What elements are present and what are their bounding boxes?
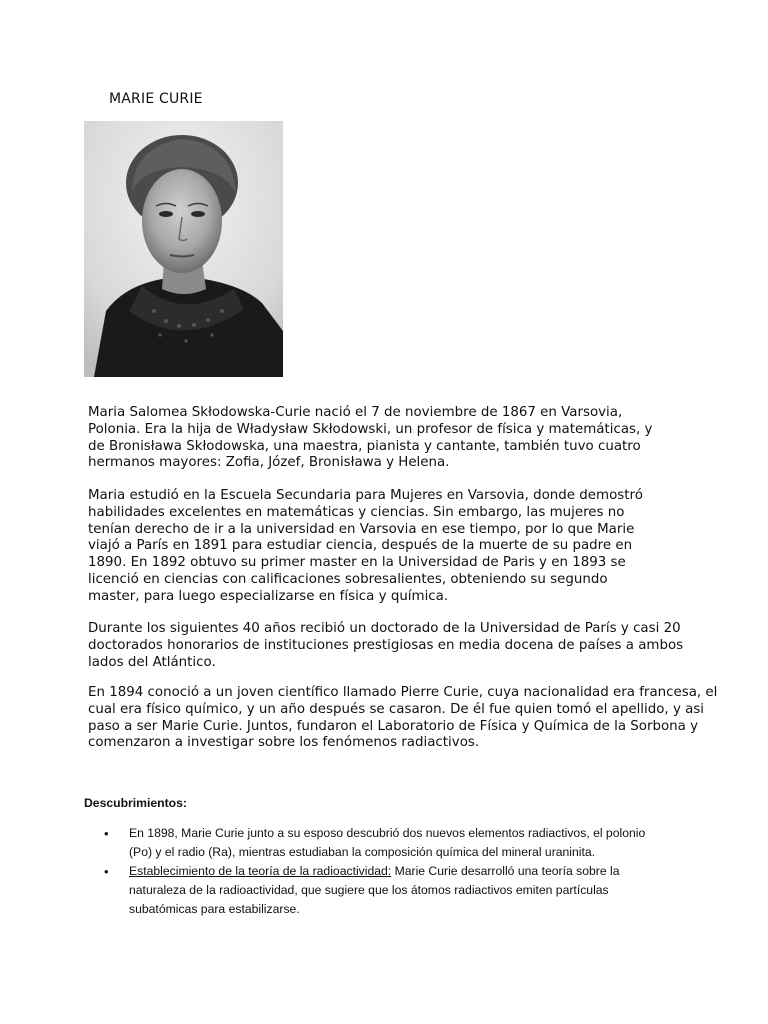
bio-paragraph-marriage: En 1894 conoció a un joven científico llamado Pierre Curie, cuya nacionalidad era francesa, el cual era físico químico, y un año después se casaron. De él fue quien tomó el apellido, y asi paso a ser Marie Curie. Juntos, fundaron el Laboratorio de Física y Química de la Sorbona y comenzaron a investigar sobre los fenómenos radiactivos.: [88, 685, 718, 751]
list-item: [104, 824, 664, 862]
bio-paragraph-doctorates: Durante los siguientes 40 años recibió un doctorado de la Universidad de París y casi 20 doctorados honorarios de instituciones prestigiosas en media docena de países a ambos lados del Atlántico.: [88, 621, 684, 670]
discoveries-list: [104, 824, 664, 919]
page-title: MARIE CURIE: [109, 91, 203, 107]
discovery-lead: Establecimiento de la teoría de la radioactividad:: [129, 864, 392, 878]
bio-paragraph-birth: Maria Salomea Skłodowska-Curie nació el 7 de noviembre de 1867 en Varsovia, Polonia. Era la hija de Władysław Skłodowski, un profesor de física y matemáticas, y de Bronisława Skłodowska, una maestra, pianista y cantante, también tuvo cuatro hermanos mayores: Zofia, Józef, Bronisława y Helena.: [88, 405, 653, 471]
bullet-icon: •: [104, 864, 109, 879]
bullet-icon: •: [104, 826, 109, 841]
discovery-text: Marie Curie desarrolló una teoría sobre la naturaleza de la radioactividad, que sugiere que los átomos radiactivos emiten partículas subatómicas para estabilizarse.: [129, 864, 620, 916]
discovery-text: En 1898, Marie Curie junto a su esposo descubrió dos nuevos elementos radiactivos, el polonio (Po) y el radio (Ra), mientras estudiaban la composición química del mineral uraninita.: [129, 826, 646, 859]
list-item: [104, 862, 664, 919]
discoveries-heading: Descubrimientos:: [84, 796, 187, 810]
marie-curie-portrait: [84, 121, 283, 377]
bio-paragraph-education: Maria estudió en la Escuela Secundaria para Mujeres en Varsovia, donde demostró habilidades excelentes en matemáticas y ciencias. Sin embargo, las mujeres no tenían derecho de ir a la universidad en Varsovia en ese tiempo, por lo que Marie viajó a París en 1891 para estudiar ciencia, después de la muerte de su padre en 1890. En 1892 obtuvo su primer master en la Universidad de Paris y en 1893 se licenció en ciencias con calificaciones sobresalientes, obteniendo su segundo master, para luego especializarse en física y química.: [88, 488, 643, 604]
